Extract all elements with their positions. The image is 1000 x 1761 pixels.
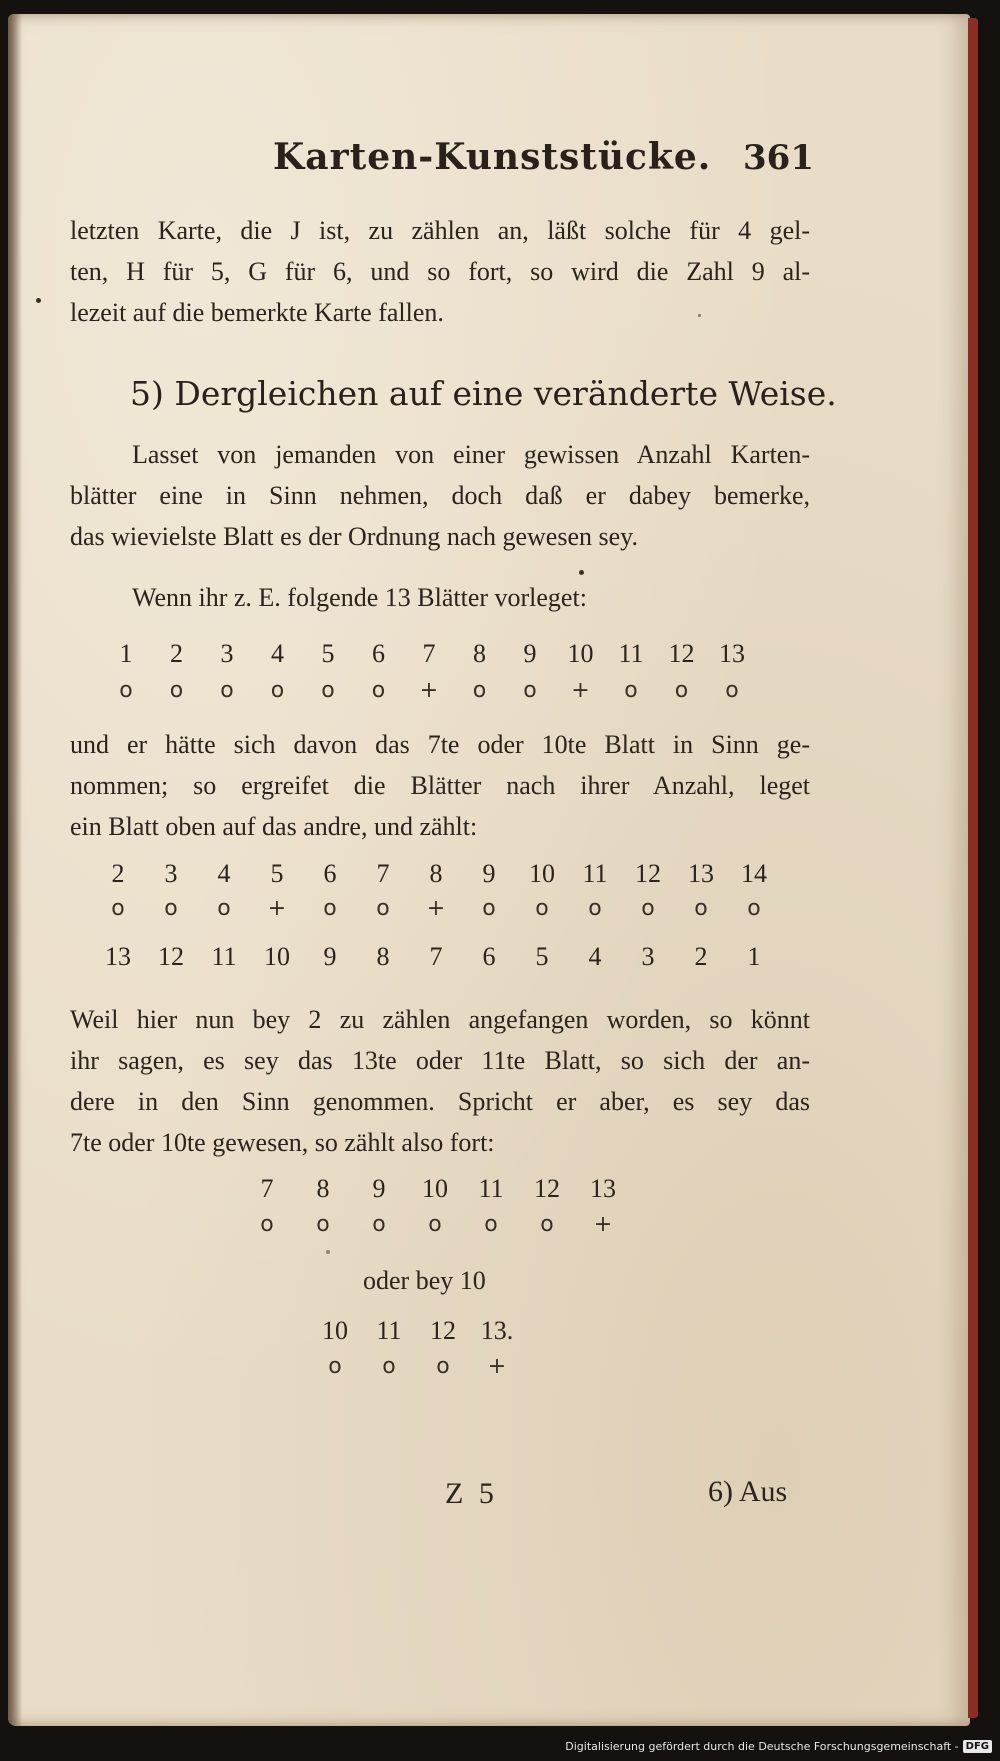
text-line: lezeit auf die bemerkte Karte fallen.	[70, 298, 444, 327]
card-mark: o	[316, 1212, 330, 1237]
card-mark: o	[119, 678, 133, 703]
signature-mark: Z 5	[445, 1477, 498, 1510]
card-mark: o	[694, 896, 708, 921]
table-1-marks	[8, 678, 970, 712]
card-mark: o	[321, 678, 335, 703]
paragraph-5	[70, 999, 810, 1163]
table-2-top-numbers	[8, 859, 970, 893]
card-mark: o	[376, 896, 390, 921]
card-number: 10	[567, 639, 594, 668]
card-number: 11	[478, 1174, 504, 1203]
page-number: 361	[743, 138, 814, 178]
card-mark: o	[482, 896, 496, 921]
card-number: 13	[719, 639, 745, 668]
card-mark: o	[535, 896, 549, 921]
card-mark: o	[624, 678, 638, 703]
card-mark: o	[164, 896, 178, 921]
table-3-marks	[8, 1212, 970, 1246]
text-line: ihr sagen, es sey das 13te oder 11te Blatt, so sich der an-	[70, 1046, 810, 1075]
card-number: 2	[694, 942, 708, 971]
card-mark: o	[588, 896, 602, 921]
text-line: nommen; so ergreifet die Blätter nach ihrer Anzahl, leget	[70, 771, 810, 800]
card-mark: +	[267, 896, 287, 921]
table-2-marks	[8, 896, 970, 930]
card-mark: o	[217, 896, 231, 921]
ink-speck	[698, 314, 701, 317]
card-mark: o	[540, 1212, 554, 1237]
card-mark: o	[747, 896, 761, 921]
paragraph-4	[70, 724, 810, 847]
card-number: 3	[164, 859, 178, 888]
card-mark: +	[426, 896, 446, 921]
card-mark: +	[419, 678, 439, 703]
card-mark: o	[428, 1212, 442, 1237]
text-line: Lasset von jemanden von einer gewissen Anzahl Karten-	[132, 440, 810, 469]
ink-speck	[326, 1250, 330, 1254]
card-mark: o	[328, 1354, 342, 1379]
card-number: 11	[211, 942, 237, 971]
text-line: Weil hier nun bey 2 zu zählen angefangen worden, so könnt	[70, 1005, 810, 1034]
dfg-logo: DFG	[963, 1740, 992, 1753]
ink-speck	[36, 298, 41, 303]
card-number: 10	[322, 1316, 348, 1345]
card-number: 12	[635, 859, 661, 888]
card-number: 4	[588, 942, 602, 971]
card-number: 3	[220, 639, 234, 668]
card-number: 4	[217, 859, 231, 888]
catchword: 6) Aus	[708, 1475, 788, 1508]
card-number: 11	[376, 1316, 402, 1345]
table-4-marks	[8, 1354, 970, 1388]
ink-speck	[579, 570, 584, 575]
text-line: Wenn ihr z. E. folgende 13 Blätter vorleget:	[132, 583, 587, 612]
card-number: 9	[372, 1174, 386, 1203]
card-number: 11	[582, 859, 608, 888]
footer-credit: Digitalisierung gefördert durch die Deutsche Forschungsgemeinschaft -	[565, 1739, 959, 1753]
card-number: 12	[430, 1316, 456, 1345]
card-number: 8	[473, 639, 486, 668]
card-number: 12	[158, 942, 184, 971]
card-number: 7	[429, 942, 443, 971]
card-number: 13	[105, 942, 131, 971]
card-mark: o	[169, 678, 184, 703]
card-number: 13.	[480, 1316, 514, 1345]
card-mark: o	[260, 1212, 274, 1237]
card-number: 10	[422, 1174, 448, 1203]
text-line: ein Blatt oben auf das andre, und zählt:	[70, 812, 478, 841]
card-number: 4	[271, 639, 284, 668]
card-number: 7	[260, 1174, 274, 1203]
card-number: 7	[422, 639, 436, 668]
table-4-numbers	[8, 1316, 970, 1350]
text-line: letzten Karte, die J ist, zu zählen an, läßt solche für 4 gel-	[70, 216, 810, 245]
text-line: und er hätte sich davon das 7te oder 10te Blatt in Sinn ge-	[70, 730, 810, 759]
running-title: Karten-Kunststücke.	[273, 136, 712, 178]
card-mark: o	[270, 678, 285, 703]
text-line: dere in den Sinn genommen. Spricht er aber, es sey das	[70, 1087, 810, 1116]
card-number: 5	[535, 942, 549, 971]
card-mark: +	[571, 678, 590, 703]
card-number: 9	[323, 942, 337, 971]
card-number: 5	[270, 859, 284, 888]
section-heading: 5) Dergleichen auf eine veränderte Weise.	[130, 374, 837, 413]
card-number: 3	[641, 942, 655, 971]
card-number: 12	[534, 1174, 560, 1203]
text-line: das wievielste Blatt es der Ordnung nach gewesen sey.	[70, 522, 638, 551]
card-number: 1	[119, 639, 133, 668]
text-line: 7te oder 10te gewesen, so zählt also fort:	[70, 1128, 495, 1157]
card-mark: o	[372, 1212, 386, 1237]
card-number: 13	[590, 1174, 616, 1203]
card-number: 5	[321, 639, 335, 668]
card-mark: o	[725, 678, 739, 703]
card-mark: o	[641, 896, 655, 921]
table-2-bottom-numbers	[8, 942, 970, 976]
card-number: 1	[747, 942, 761, 971]
card-number: 13	[688, 859, 714, 888]
text-line: blätter eine in Sinn nehmen, doch daß er dabey bemerke,	[70, 481, 810, 510]
card-number: 2	[111, 859, 125, 888]
card-number: 6	[323, 859, 337, 888]
card-number: 9	[523, 639, 537, 668]
card-mark: o	[111, 896, 125, 921]
card-mark: o	[382, 1354, 396, 1379]
running-head	[8, 136, 970, 196]
digitization-footer	[565, 1735, 992, 1757]
card-mark: +	[593, 1212, 613, 1237]
card-number: 12	[668, 639, 695, 668]
card-number: 8	[376, 942, 390, 971]
paragraph-3	[70, 577, 810, 618]
card-mark: o	[436, 1354, 450, 1379]
card-mark: +	[487, 1354, 507, 1379]
card-number: 8	[429, 859, 443, 888]
oder-bey-line: oder bey 10	[363, 1266, 486, 1295]
table-1-numbers	[8, 639, 970, 673]
paragraph-2	[70, 434, 810, 557]
card-mark: o	[523, 678, 537, 703]
card-number: 9	[482, 859, 496, 888]
card-mark: o	[484, 1212, 498, 1237]
book-page	[8, 14, 970, 1726]
card-number: 6	[372, 639, 385, 668]
table-3-numbers	[8, 1174, 970, 1208]
card-number: 10	[264, 942, 290, 971]
card-number: 6	[482, 942, 496, 971]
card-number: 14	[741, 859, 767, 888]
card-mark: o	[323, 896, 337, 921]
card-number: 10	[529, 859, 555, 888]
card-number: 8	[316, 1174, 330, 1203]
card-number: 7	[376, 859, 390, 888]
card-mark: o	[674, 678, 689, 703]
card-number: 2	[170, 639, 183, 668]
card-mark: o	[220, 678, 234, 703]
card-mark: o	[371, 678, 386, 703]
text-line: ten, H für 5, G für 6, und so fort, so wird die Zahl 9 al-	[70, 257, 810, 286]
card-mark: o	[472, 678, 487, 703]
card-number: 11	[618, 639, 644, 668]
